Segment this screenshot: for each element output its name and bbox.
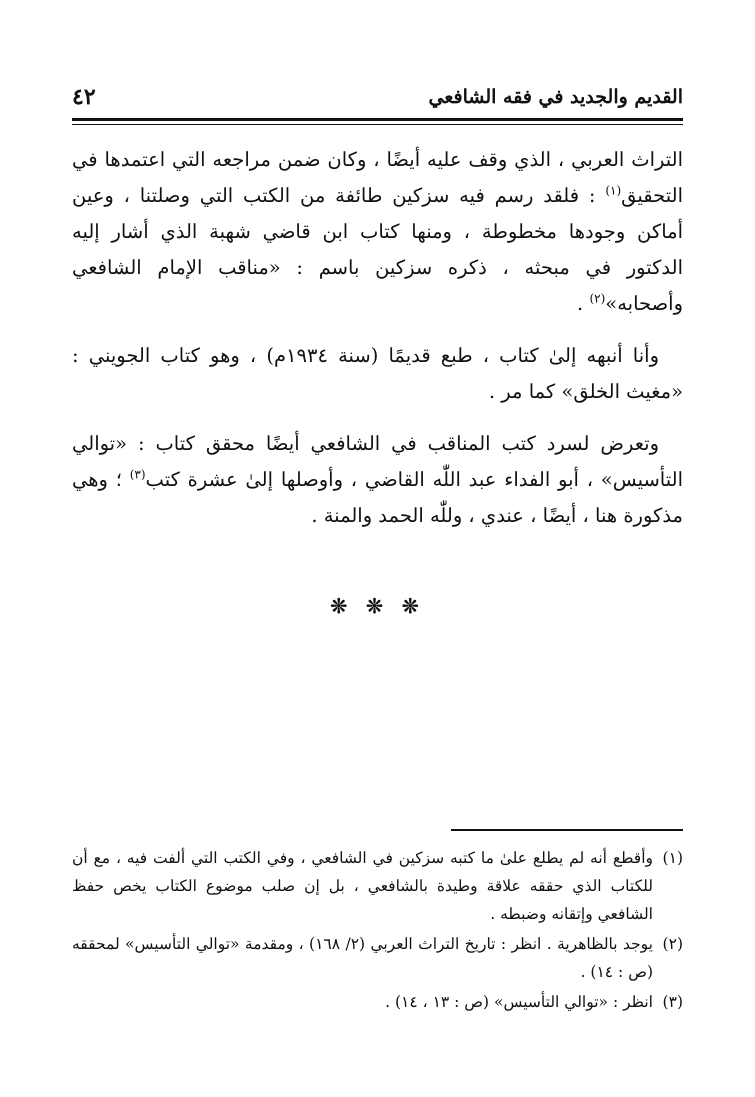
footnote-number: (٣): [662, 993, 683, 1011]
footnote-ref-1: (١): [605, 183, 622, 198]
footnote-ref-2: (٢): [589, 291, 606, 306]
paragraph-3-text-a: وتعرض لسرد كتب المناقب في الشافعي أيضًا محقق كتاب : «توالي التأسيس» ، أبو الفداء عبد اللّٰه القاضي ، وأوصلها إلىٰ عشرة كتب: [72, 432, 683, 491]
footnote-text: انظر : «توالي التأسيس» (ص : ١٣ ، ١٤) .: [385, 993, 653, 1011]
header-rule-thick: [72, 118, 683, 121]
paragraph-1-text-b: : فلقد رسم فيه سزكين طائفة من الكتب التي وصلتنا ، وعين أماكن وجودها مخطوطة ، ومنها كتاب ابن قاضي شهبة الذي أشار إليه الدكتور في مبحثه ، ذكره سزكين باسم : «مناقب الإمام الشافعي وأصحابه»: [72, 184, 683, 315]
running-title: القديم والجديد في فقه الشافعي: [428, 86, 683, 108]
footnote-1: [72, 844, 683, 928]
paragraph-2: وأنا أنبهه إلىٰ كتاب ، طبع قديمًا (سنة ١٩٣٤م) ، وهو كتاب الجويني : «مغيث الخلق» كما مر .: [72, 344, 683, 403]
paragraph-3: [72, 426, 683, 534]
main-text: [72, 142, 683, 550]
footnote-ref-3: (٣): [129, 467, 146, 482]
footnote-text: يوجد بالظاهرية . انظر : تاريخ التراث العربي (٢/ ١٦٨) ، ومقدمة «توالي التأسيس» لمحققه (ص : ١٤) .: [72, 935, 653, 981]
paragraph-1-text-a: التراث العربي ، الذي وقف عليه أيضًا ، وكان ضمن مراجعه التي اعتمدها في التحقيق: [72, 148, 683, 207]
page-header: [72, 82, 683, 116]
footnote-number: (١): [662, 849, 683, 867]
footnote-text: وأقطع أنه لم يطلع علىٰ ما كتبه سزكين في الشافعي ، وفي الكتب التي ألفت فيه ، مع أن للكتاب الذي حققه علاقة وطيدة بالشافعي ، بل إن صلب موضوع الكتاب يخص حفظ الشافعي وإتقانه وضبطه .: [72, 849, 653, 923]
section-separator: ❊ ❊ ❊: [330, 594, 425, 618]
paragraph-1: [72, 142, 683, 322]
footnote-3: [72, 988, 683, 1016]
page-number: ٤٢: [72, 84, 96, 110]
footnote-2: [72, 930, 683, 986]
footnote-rule: [451, 829, 683, 831]
paragraph-1-text-c: .: [577, 292, 590, 315]
paragraph-3-text-b: ؛ وهي مذكورة هنا ، أيضًا ، عندي ، وللّٰه الحمد والمنة .: [72, 468, 683, 527]
footnote-number: (٢): [662, 935, 683, 953]
footnotes: [72, 844, 683, 1018]
header-rule-thin: [72, 124, 683, 125]
